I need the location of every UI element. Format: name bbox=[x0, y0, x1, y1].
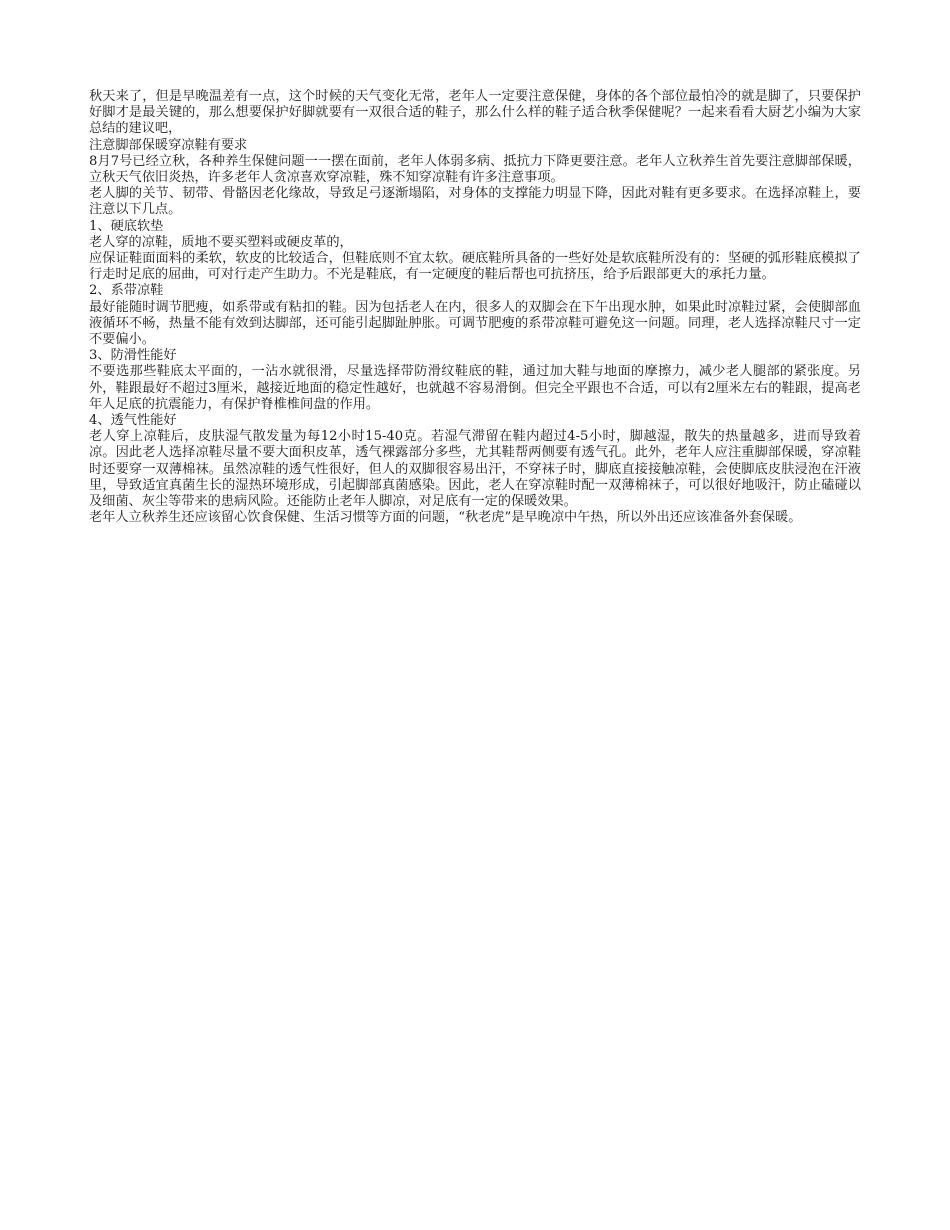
body-paragraph: 老人穿的凉鞋，质地不要买塑料或硬皮革的， bbox=[89, 234, 353, 250]
body-paragraph: 老人脚的关节、韧带、骨骼因老化缘故，导致足弓逐渐塌陷，对身体的支撑能力明显下降，因此对鞋有更多要求。在选择凉鞋上，要注意以下几点。 bbox=[89, 186, 861, 218]
intro-paragraph: 秋天来了，但是早晚温差有一点，这个时候的天气变化无常，老年人一定要注意保健，身体的各个部位最怕冷的就是脚了，只要保护好脚才是最关键的，那么想要保护好脚就要有一双很合适的鞋子，那么什么样的鞋子适合秋季保健呢？一起来看看大厨艺小编为大家总结的建议吧， bbox=[89, 89, 861, 137]
section-heading: 注意脚部保暖穿凉鞋有要求 bbox=[89, 137, 248, 153]
body-paragraph: 不要选那些鞋底太平面的，一沾水就很滑，尽量选择带防滑纹鞋底的鞋，通过加大鞋与地面的摩擦力，减少老人腿部的紧张度。另外，鞋跟最好不超过3厘米，越接近地面的稳定性越好，也就越不容易滑倒。但完全平跟也不合适，可以有2厘米左右的鞋跟，提高老年人足底的抗震能力，有保护脊椎椎间盘的作用。 bbox=[89, 364, 861, 412]
document-body bbox=[89, 89, 861, 526]
body-paragraph: 最好能随时调节肥瘦，如系带或有粘扣的鞋。因为包括老人在内，很多人的双脚会在下午出现水肿，如果此时凉鞋过紧，会使脚部血液循环不畅，热量不能有效到达脚部，还可能引起脚趾肿胀。可调节肥瘦的系带凉鞋可避免这一问题。同理，老人选择凉鞋尺寸一定不要偏小。 bbox=[89, 299, 861, 348]
body-paragraph: 8月7号已经立秋，各种养生保健问题一一摆在面前，老年人体弱多病、抵抗力下降更要注意。老年人立秋养生首先要注意脚部保暖，立秋天气依旧炎热，许多老年人贪凉喜欢穿凉鞋，殊不知穿凉鞋有许多注意事项。 bbox=[89, 153, 861, 186]
point-heading-4: 4、透气性能好 bbox=[89, 413, 177, 429]
body-paragraph: 应保证鞋面面料的柔软，软皮的比较适合，但鞋底则不宜太软。硬底鞋所具备的一些好处是软底鞋所没有的：坚硬的弧形鞋底模拟了行走时足底的屈曲，可对行走产生助力。不光是鞋底，有一定硬度的鞋后帮也可抗挤压，给予后跟部更大的承托力量。 bbox=[89, 251, 861, 283]
closing-paragraph: 老年人立秋养生还应该留心饮食保健、生活习惯等方面的问题，“秋老虎”是早晚凉中午热，所以外出还应该准备外套保暖。 bbox=[89, 510, 802, 526]
body-paragraph: 老人穿上凉鞋后，皮肤湿气散发量为每12小时15-40克。若湿气滞留在鞋内超过4-5小时，脚越湿，散失的热量越多，进而导致着凉。因此老人选择凉鞋尽量不要大面积皮革，透气裸露部分多些，尤其鞋帮两侧要有透气孔。此外，老年人应注重脚部保暖，穿凉鞋时还要穿一双薄棉袜。虽然凉鞋的透气性很好，但人的双脚很容易出汗，不穿袜子时，脚底直接接触凉鞋，会使脚底皮肤浸泡在汗液里，导致适宜真菌生长的湿热环境形成，引起脚部真菌感染。因此，老人在穿凉鞋时配一双薄棉袜子，可以很好地吸汗，防止磕碰以及细菌、灰尘等带来的患病风险。还能防止老年人脚凉，对足底有一定的保暖效果。 bbox=[89, 429, 861, 510]
point-heading-2: 2、系带凉鞋 bbox=[89, 283, 164, 299]
point-heading-1: 1、硬底软垫 bbox=[89, 218, 164, 234]
point-heading-3: 3、防滑性能好 bbox=[89, 348, 177, 364]
